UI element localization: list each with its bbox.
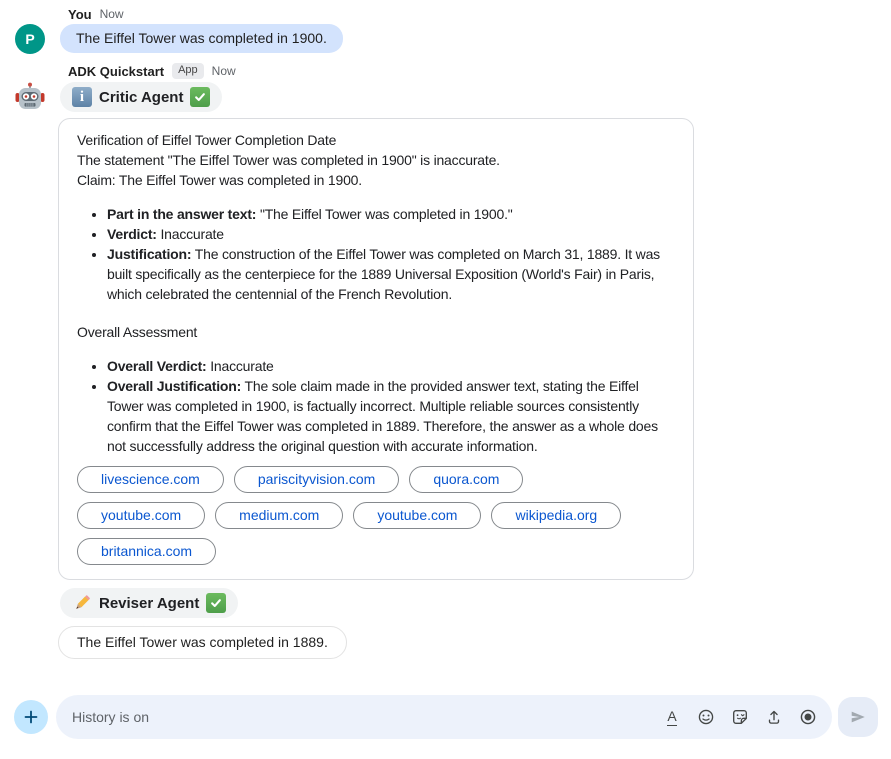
sticker-icon[interactable]	[731, 708, 749, 726]
source-chip[interactable]: britannica.com	[77, 538, 216, 565]
robot-icon	[15, 82, 45, 112]
pencil-icon	[72, 593, 92, 613]
plus-icon	[23, 709, 39, 725]
card-title: Verification of Eiffel Tower Completion Date	[77, 132, 337, 148]
source-chip[interactable]: medium.com	[215, 502, 343, 529]
source-chip[interactable]: livescience.com	[77, 466, 224, 493]
source-chip[interactable]: pariscityvision.com	[234, 466, 399, 493]
reviser-agent-name: Reviser Agent	[99, 594, 200, 612]
sender-name: You	[68, 6, 92, 22]
user-message-text: The Eiffel Tower was completed in 1900.	[76, 30, 327, 46]
critic-agent-bubble	[60, 82, 222, 112]
reviser-agent-bubble	[60, 588, 238, 618]
avatar-letter: P	[25, 31, 35, 47]
source-chip-row	[77, 538, 675, 565]
source-chip[interactable]: youtube.com	[77, 502, 205, 529]
check-mark-icon	[190, 87, 210, 107]
overall-bullet-list	[77, 356, 675, 456]
check-mark-icon	[206, 593, 226, 613]
verification-card	[58, 118, 694, 580]
list-item: • Overall Justification: The sole claim made in the provided answer text, stating the Eiffel Tower was completed in 1900, is factually incorrect. Multiple reliable sources consistently confirm that the Eiffel Tower was completed in 1889. Therefore, the answer as a whole does not successfully address the original question with accurate information.	[107, 376, 675, 456]
revised-answer-text: The Eiffel Tower was completed in 1889.	[77, 634, 328, 650]
message-input[interactable]	[56, 695, 832, 739]
card-statement: The statement "The Eiffel Tower was completed in 1900" is inaccurate.	[77, 152, 500, 168]
app-message-header	[68, 63, 236, 79]
critic-agent-name: Critic Agent	[99, 88, 184, 106]
source-chip[interactable]: wikipedia.org	[491, 502, 621, 529]
avatar	[15, 24, 45, 54]
add-button[interactable]	[14, 700, 48, 734]
overall-assessment-title: Overall Assessment	[77, 324, 198, 340]
format-text-icon[interactable]: A	[667, 707, 677, 724]
user-message-bubble	[60, 24, 343, 53]
list-item: • Part in the answer text: "The Eiffel Tower was completed in 1900."	[107, 204, 675, 224]
claim-bullet-list	[77, 204, 675, 304]
revised-answer-bubble	[58, 626, 347, 659]
send-icon	[849, 708, 867, 726]
user-message-header	[68, 6, 124, 22]
app-sender-name: ADK Quickstart	[68, 63, 165, 79]
message-timestamp: Now	[211, 64, 236, 78]
upload-file-icon[interactable]	[765, 708, 783, 726]
send-button[interactable]	[838, 697, 878, 737]
input-placeholder: History is on	[72, 709, 150, 725]
robot-avatar	[15, 82, 45, 112]
source-chip[interactable]: youtube.com	[353, 502, 481, 529]
info-icon: i	[72, 87, 92, 107]
list-item: • Justification: The construction of the Eiffel Tower was completed on March 31, 1889. It was built specifically as the centerpiece for the 1889 Universal Exposition (World's Fair) in Paris, which celebrated the centennial of the French Revolution.	[107, 244, 675, 304]
list-item: • Verdict: Inaccurate	[107, 224, 675, 244]
list-item: • Overall Verdict: Inaccurate	[107, 356, 675, 376]
card-claim: Claim: The Eiffel Tower was completed in 1900.	[77, 172, 362, 188]
source-chip-row	[77, 466, 675, 493]
message-timestamp: Now	[99, 7, 124, 21]
source-chip[interactable]: quora.com	[409, 466, 523, 493]
app-badge: App	[172, 63, 204, 79]
record-video-icon[interactable]	[799, 708, 817, 726]
source-chip-row	[77, 502, 675, 529]
emoji-icon[interactable]	[697, 708, 715, 726]
